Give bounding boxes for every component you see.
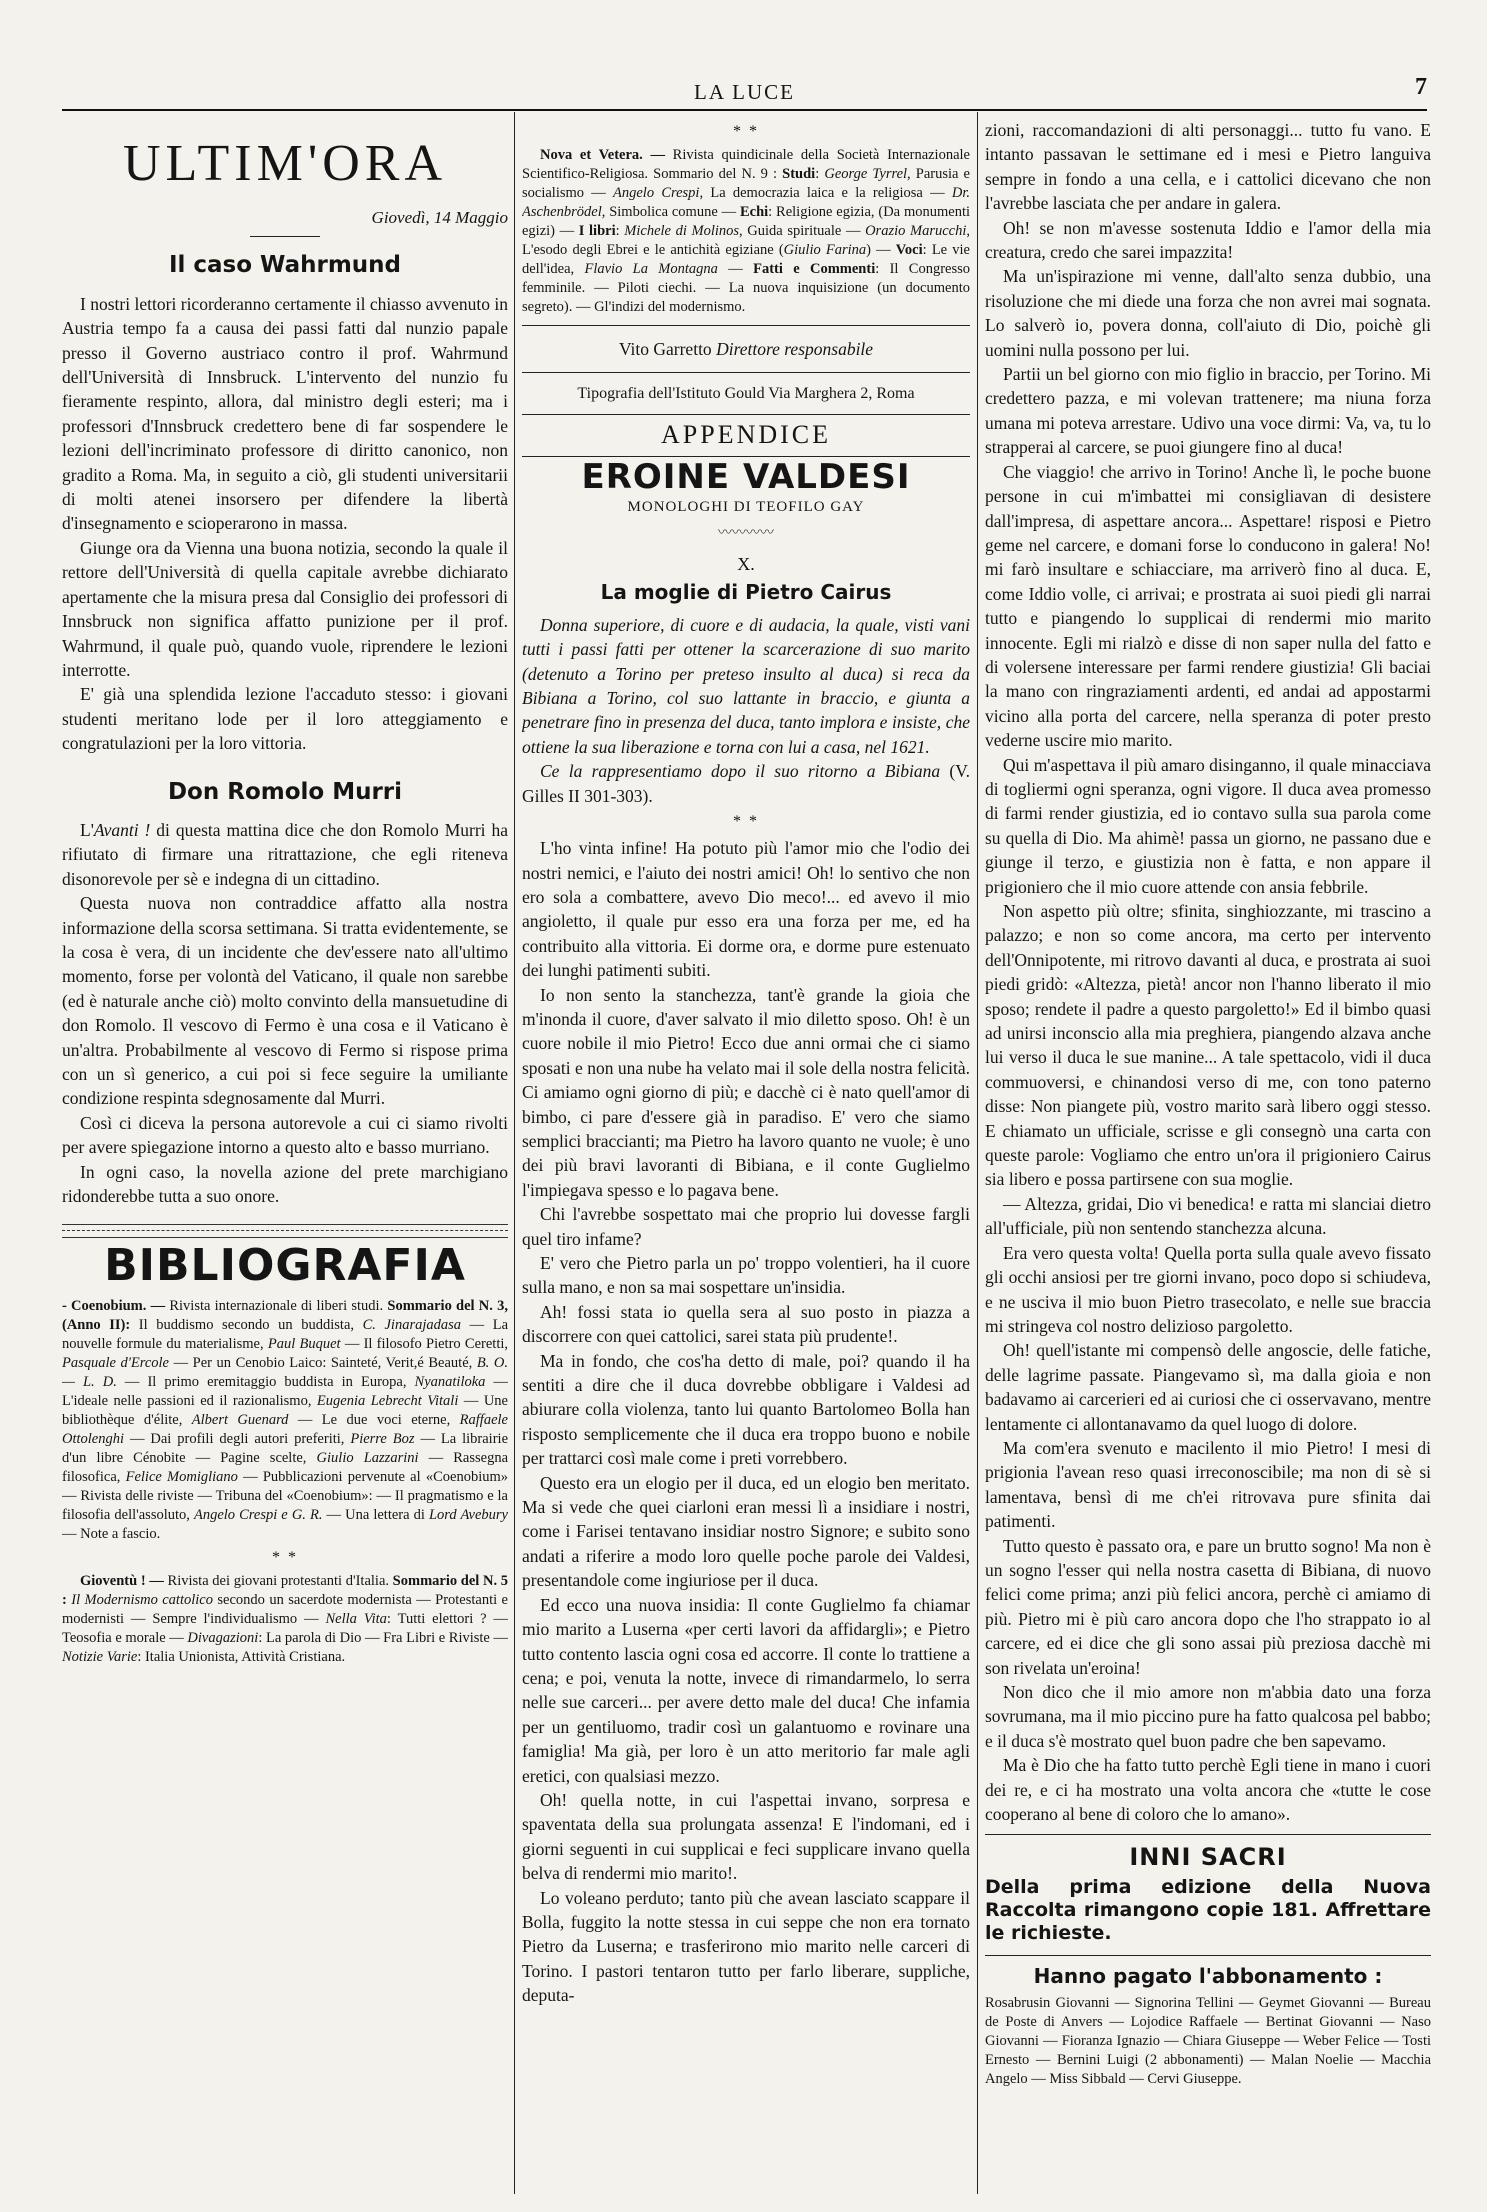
text-run: — Una lettera di [322,1506,429,1523]
text-run: : La parola di Dio — Fra Libri e Riviste — [258,1629,508,1646]
text-run: Il Modernismo cattolico [71,1591,213,1608]
story-cont-paragraph-12: Tutto questo è passato ora, e pare un brutto sogno! Ma non è un sogno l'esser qui nella nostra casetta di Bibiana, di nuovo felici come prima; anzi più felici ancora, perchè ci amiamo di più. Pietro mi è più caro ancora dopo che l'ho strappato io al carcere, ed ei dice che gli sono assai più preziosa dacchè mi son rivelata un'eroina! [985,1535,1431,1678]
story-paragraph-3: Chi l'avrebbe sospettato mai che proprio lui dovesse fargli quel tiro infame? [522,1204,970,1249]
text-run: Raffaele Ottolenghi [62,1411,508,1447]
text-run: Lord Avebury [428,1506,508,1523]
text-run: , L'esodo degli Ebrei e le antichità egiziane ( [522,223,970,258]
intro2-ref: (V. Gilles II 301-303). [522,761,970,806]
wahrmund-paragraph-2: Giunge ora da Vienna una buona notizia, secondo la quale il rettore dell'Università di quella capitale avrebbe dichiarato apertamente che la misura presa dal Consiglio dei professori di Innsbruck non significa affatto punizione per il prof. Wahrmund, il quale può, quando vuole, riprendere le lezioni interrotte. [62,537,508,680]
text-run: Eugenia Lebrecht Vitali [316,1392,459,1409]
text-run: : Le vie dell'idea, [522,242,970,277]
nova-et-vetera-entry [522,146,970,317]
text-run: Sommario del N. 3, (Anno II): [62,1297,508,1333]
rule-1 [522,325,970,326]
story-cont-paragraph-6: Qui m'aspettava il più amaro disinganno, il quale minacciava di togliermi ogni speranza, ogni vigore. Il duca avea promesso di farmi render giustizia, ed io contavo sulla sua parola come su quella di Dio. Ma ahimè! passa un giorno, ne passano due e giunge il terzo, e giustizia non è fatta, e non appare il prigioniero che il mio cuore attende con ansia febbrile. [985,754,1431,897]
text-run: : [615,223,625,239]
text-run: Rivista internazionale di liberi studi. [169,1297,384,1314]
story-cont-paragraph-14: Ma è Dio che ha fatto tutto perchè Egli tiene in mano i cuori dei re, e ci ha mostrato una volta ancora che «tutte le cose cooperano al bene di coloro che lo amano». [985,1755,1431,1825]
text-run: George Tyrrel [824,166,908,182]
text-run: Studi [782,166,816,182]
stars-divider-2: * * [733,123,759,140]
wahrmund-paragraph-1: I nostri lettori ricorderanno certamente il chiasso avvenuto in Austria tempo fa a causa dei passi fatti dal nunzio papale presso il Governo austriaco contro il prof. Wahrmund dell'Università di Innsbruck. L'intervento del nunzio fu fieramente respinto, allora, dal ministro degli esteri; ma i professori d'Innsbruck credettero bene di far sospendere le lezioni dell'incriminato professore di diritto canonico, non gradito a Roma. Ma, in seguito a ciò, gli studenti universitarii di molti atenei insorsero per difendere la libertà d'insegnamento e scioperarono in massa. [62,293,508,534]
text-run: Pasquale d'Ercole [62,1354,169,1371]
text-run: Orazio Marucchi [865,223,967,239]
text-run: — Il primo eremitaggio buddista in Europa, [116,1373,415,1390]
director-name: Vito Garretto [618,339,712,359]
monologhi-subheading: MONOLOGHI DI TEOFILO GAY [627,499,865,516]
text-run: Nella Vita [325,1610,387,1627]
story-paragraph-8: Ed ecco una nuova insidia: Il conte Guglielmo fa chiamar mio marito a Luserna «per certi lavori da affidargli»; e Pietro tutto contento lascia ogni cosa ed accorre. Il conte lo trattiene a cena; e poi, venuta la notte, invece di rimandarmelo, lo serra nelle sue carceri... per avere detto male del duca! Che infamia per un gentiluomo, tradir così un galantuomo e rovinare una famiglia! Ma già, per loro è un atto meritorio far male agli eretici, con qualsiasi mezzo. [522,1594,970,1786]
text-run: : Religione egizia, (Da monumenti egizi) — [522,204,970,239]
appendice-heading: APPENDICE [660,420,831,450]
bibliografia-heading: BIBLIOGRAFIA [104,1240,466,1292]
text-run: — Une bibliothèque d'élite, [62,1392,508,1428]
moglie-heading: La moglie di Pietro Cairus [600,580,892,605]
story-cont-paragraph-8: — Altezza, gridai, Dio vi benedica! e ratta mi slanciai dietro all'ufficiale, più non sentendo stanchezza alcuna. [985,1193,1431,1239]
text-run: — La librairie d'un libre Cénobite — Pagine scelte, [62,1430,508,1466]
story-paragraph-9: Oh! quella notte, in cui l'aspettai invano, sorpresa e spaventata della sua prolungata assenza! E l'indomani, ed i giorni seguenti in cui supplicai e feci supplicare invano quella belva di rendermi mio marito!. [522,1789,970,1884]
text-run: : Italia Unionista, Attività Cristiana. [137,1648,346,1665]
text-run: — La nouvelle formule du materialisme, [62,1316,508,1352]
text-run: — Le due voci eterne, [288,1411,460,1428]
eroine-valdesi-heading: EROINE VALDESI [581,456,911,497]
text-run: : Il Congresso femminile. — Piloti ciechi. — La nuova inquisizione (un documento segreto). — Gl'indizi del modernismo. [522,261,970,315]
director-role: Direttore responsabile [716,339,874,359]
text-run: Dr. Aschenbrödel [522,185,970,220]
story-paragraph-7: Questo era un elogio per il duca, ed un elogio ben meritato. Ma si vede che quei ciarloni eran messi lì a insidiare i nostri, come i Farisei tentavano insidiar nostro Signore; e subito sono andati a riferire a modo loro quelle poche parole dei Valdesi, presentandole come ingiuriose per il duca. [522,1472,970,1591]
page-number: 7 [1415,74,1427,100]
coenobium-entry [62,1297,508,1544]
story-cont-paragraph-1: zioni, raccomandazioni di alti personaggi... tutto fu vano. E intanto passavan le settimane ed i mesi e Pietro languiva sempre in fondo a una cella, e i cattolici dicevano che non l'avrebbe lasciata che per andare in galera. [985,120,1431,214]
story-cont-paragraph-13: Non dico che il mio amore non m'abbia dato una forza sovrumana, ma il mio piccino pure ha fatto qualcosa pel babbo; e il duca s'è mostrato quel buon padre che ben sapevamo. [985,1682,1431,1751]
story-cont-paragraph-3: Ma un'ispirazione mi venne, dall'alto senza dubbio, una risoluzione che mi diede una forza che non avrei mai sognata. Lo salverò io, povera donna, coll'aiuto di Dio, poichè gli uomini nulla possono per lui. [985,266,1431,360]
story-cont-paragraph-2: Oh! se non m'avesse sostenuta Iddio e l'amor della mia creatura, credo che sarei impazzita! [985,217,1431,263]
text-run: Nyanatiloka [414,1373,486,1390]
dateline: Giovedì, 14 Maggio [371,208,508,227]
stars-divider-3: * * [733,813,759,831]
text-run: , La democrazia laica e la religiosa — [699,185,952,201]
text-run: Sommario del N. 5 : [62,1572,508,1608]
text-run: : Tutti elettori ? — Teosofia e morale — [62,1610,508,1646]
story-cont-paragraph-4: Partii un bel giorno con mio figlio in braccio, per Torino. Mi credettero pazza, e mi volevan trattenere; ma niuna forza umana mi poteva arrestare. Udivo una voce dirmi: Va, va, tu lo strapperai al carcere, se puoi giungere fino al duca! [985,364,1431,458]
text-run: C. Jinarajadasa [362,1316,462,1333]
story-paragraph-5: Ah! fossi stata io quella sera al suo posto in piazza a discorrere con quei cattolici, sarei stata più prudente!. [522,1301,970,1347]
text-run: - Coenobium. — [62,1297,170,1314]
text-run: Sommario del N. 9 : [648,166,783,182]
section-divider [62,1224,508,1238]
text-run: Flavio La Montagna [584,261,718,277]
stars-divider-1: * * [272,1548,298,1566]
story-cont-paragraph-5: Che viaggio! che arrivo in Torino! Anche lì, le poche buone persone in cui m'imbattei mi consigliavan di desistere dall'impresa, di aspettare ancora... Aspettare! risposi e Pietro geme nel carcere, e domani forse lo conducono in galera! No! mi farò insultare e schiacciare, ma arriverò fino al duca. E, come Iddio volle, ci arrivai; e prostrata ai suoi piedi gli narrai tutto e piangendo lo supplicai di rendermi mio marito innocente. Egli mi rialzò e disse di non saper nulla del fatto e di volersene interessare per farmi rendere giustizia! Gli baciai la mano con ringraziamenti ardenti, ed andai ad appostarmi vicino alla porta del carcere, nella speranza di poter presto vederne uscire mio marito. [985,461,1431,751]
story-paragraph-6: Ma in fondo, che cos'ha detto di male, poi? quando il ha sentiti a dire che il duca dovrebbe obbligare i Valdesi ad abiurare colla violenza, tanto lui quanto Bartolomeo Bolla han risposto semplicemente che il duca era troppo buono e nobile per trattarci così male come i preti vorrebbero. [522,1350,970,1469]
text-run: B. O. — L. D. [62,1354,508,1390]
murri-p1-pre: L' [80,819,94,840]
text-run: Giulio Lazzarini [316,1449,419,1466]
masthead-rule [62,109,1427,111]
wahrmund-paragraph-3: E' già una splendida lezione l'accaduto stesso: i giovani studenti meritano lode per il loro atteggiamento e congratulazioni per la loro vittoria. [62,684,508,754]
director-line [522,334,970,364]
text-run: secondo un sacerdote modernista — Protestanti e modernisti — Sempre l'individualismo — [62,1591,508,1627]
intro-italic: Donna superiore, di cuore e di audacia, la quale, visti vani tutti i passi fatti per ottener la scarcerazione di suo marito (detenuto a Torino per preteso insulto al duca) si reca da Bibiana a Torino, col suo lattante in braccio, e giunta a penetrare fino in presenza del duca, tanto implora e insiste, che ottiene la sua liberazione e torna con lui a casa, nel 1621. [522,614,970,757]
printer-line: Tipografia dell'Istituto Gould Via Marghera 2, Roma [577,385,915,403]
murri-heading: Don Romolo Murri [167,778,403,805]
story-cont-paragraph-11: Ma com'era svenuto e macilento il mio Pietro! I mesi di prigionia l'avean reso quasi irreconoscibile; ma non di sè si lamentava, bensì di me ch'ei ritrovava pure sfinita dai patimenti. [985,1437,1431,1532]
text-run: Giulio Farina [783,242,867,258]
text-run: Voci [895,242,923,258]
text-run: Notizie Varie [62,1648,138,1665]
text-run: Angelo Crespi [613,185,700,201]
rule-5 [985,1834,1431,1835]
intro-paragraph [522,613,970,759]
text-run: Pierre Boz [350,1430,415,1447]
dateline-rule [250,236,320,237]
text-run: , Guida spirituale — [739,223,866,239]
text-run: Albert Guenard [191,1411,289,1428]
masthead-title: LA LUCE [694,80,795,104]
text-run: — Dai profili degli autori preferiti, [124,1430,351,1447]
rule-6 [985,1955,1431,1956]
abbonamento-list: Rosabrusin Giovanni — Signorina Tellini — Geymet Giovanni — Bureau de Poste di Anvers — Lojodice Raffaele — Bertinat Giovanni — Naso Giovanni — Fioranza Ignazio — Chiara Giuseppe — Weber Felice — Tosti Ernesto — Bernini Luigi (2 abbonamenti) — Malan Noelie — Macchia Angelo — Miss Sibbald — Cervi Giuseppe. [985,1995,1431,2088]
text-run: Fatti e Commenti [753,261,876,277]
text-run: Felice Momigliano [125,1468,238,1485]
story-paragraph-2: Io non sento la stanchezza, tant'è grande la gioia che m'inonda il cuore, d'aver salvato il mio diletto sposo. Oh! è un cuore nobile il mio Pietro! Ecco due anni ormai che ci siamo sposati e non una nube ha velato mai il sole della nostra felicità. Ci amiamo ogni giorno di più; e dacchè ci è nato quell'amor di bimbo, ci pare d'essere già in paradiso. E' vero che siamo semplici braccianti; ma Pietro ha lavoro quanto ne vuole; è uno dei più bravi lavoranti di Bibiana, e il conte Guglielmo l'impiegava spesso e lo pagava bene. [522,984,970,1200]
rule-2 [522,372,970,373]
column-1 [62,118,508,2192]
text-run: Divagazioni [187,1629,259,1646]
murri-paragraph-1 [62,818,508,891]
text-run: — Pubblicazioni pervenute al «Coenobium» — Rivista delle riviste — Tribuna del «Coenobium»: — Il pragmatismo e la filosofia dell'assoluto, [62,1468,508,1523]
text-run: , Simbolica comune — [601,204,740,220]
column-divider-1 [514,112,515,2194]
text-run: — Note a fascio. [62,1525,161,1542]
rule-3 [522,414,970,415]
intro-paragraph-2 [522,759,970,808]
inni-sacri-notice: Della prima edizione della Nuova Raccolta rimangono copie 181. Affrettare le richieste. [985,1875,1431,1944]
chapter-number: X. [737,554,755,575]
story-paragraph-1: L'ho vinta infine! Ha potuto più l'amor mio che l'odio dei nostri nemici, e l'aiuto dei nostri amici! Oh! lo sentivo che non ero sola a combattere, avevo Dio meco!... ed avevo il mio angioletto, il quale pur esso era una forza per me, ed ha contribuito alla vittoria. Ei dorme ora, e dorme pure estenuato dei lunghi patimenti subiti. [522,838,970,981]
murri-paragraph-2: Questa nuova non contraddice affatto alla nostra informazione della scorsa settimana. Si tratta evidentemente, se la cosa è vera, di un incidente che dev'essere nato all'ultimo momento, forse per volontà del Vaticano, il quale non sarebbe (ed è naturale anche ciò) molto convinto della mansuetudine di don Romolo. Il vescovo di Fermo è una cosa e il Vaticano è un'altra. Probabilmente al vescovo di Fermo si rispose prima con un sì generico, a cui poi si fece seguire la umiliante condizione respinta sdegnosamente dal Murri. [62,893,508,1109]
story-paragraph-4: E' vero che Pietro parla un po' troppo volentieri, ha il cuore sulla mano, e non sa mai sospettare un'insidia. [522,1253,970,1298]
intro2-italic: Ce la rappresentiamo dopo il suo ritorno a Bibiana [540,761,941,782]
text-run: Il buddismo secondo un buddista, [130,1316,363,1333]
murri-paragraph-4: In ogni caso, la novella azione del prete marchigiano ridonderebbe tutta a suo onore. [62,1161,508,1207]
text-run: Nova et Vetera. — [540,147,673,163]
ornament: 〰〰〰〰 [718,525,774,541]
text-run: : [815,166,825,182]
avanti-title: Avanti ! [93,819,151,840]
gioventu-entry [62,1572,508,1667]
column-divider-2 [977,112,978,2194]
text-run: Paul Buquet [267,1335,341,1352]
text-run: , Parusia e socialismo — [522,166,970,201]
murri-p1-post: di questa mattina dice che don Romolo Murri ha rifiutato di firmare una ritrattazione, che egli riteneva disonorevole per sè e indegna di un cittadino. [62,819,508,889]
text-run: — Rassegna filosofica, [62,1449,508,1485]
text-run: Rivista dei giovani protestanti d'Italia. [167,1572,390,1589]
murri-paragraph-3: Così ci diceva la persona autorevole a cui ci siamo rivolti per avere spiegazione intorno a questo alto e basso murriano. [62,1112,508,1158]
text-run: Gioventù ! — [80,1572,168,1589]
ultimora-heading: ULTIM'ORA [122,135,448,192]
text-run: Michele di Molinos [624,223,740,239]
masthead [62,74,1427,112]
inni-sacri-heading: INNI SACRI [1129,1843,1287,1872]
abbonamento-heading: Hanno pagato l'abbonamento : [1033,1963,1383,1988]
text-run: Echi [739,204,769,220]
story-cont-paragraph-10: Oh! quell'istante mi compensò delle angoscie, delle fatiche, delle lagrime passate. Piangevamo sì, ma dalla gioia e non badavamo ai carcerieri ed ai curiosi che ci osservavano, mentre lentamente ci allontanavamo da quel luogo di dolore. [985,1340,1431,1434]
text-run: — L'ideale nelle passioni ed il razionalismo, [62,1373,508,1409]
wahrmund-heading: Il caso Wahrmund [168,252,402,279]
text-run: ) — [866,242,896,258]
column-3 [985,118,1431,2192]
text-run: Angelo Crespi e G. R. [193,1506,323,1523]
text-run: I libri [578,223,616,239]
column-2 [522,118,970,2192]
text-run: — [717,261,754,277]
text-run: Rivista quindicinale della Società Internazionale Scientifico-Religiosa. [522,147,970,182]
story-cont-paragraph-7: Non aspetto più oltre; sfinita, singhiozzante, mi trascino a palazzo; e non so come ancora, ma certo per intervento dell'Onnipotente, mi ritrovo davanti al duca, e prostrata ai suoi piedi gridò: «Altezza, pietà! ancor non l'hanno liberato il mio sposo; rendete il padre a questo pargoletto!» Ed il bimbo quasi ad unirsi inconscio alla mia preghiera, piangendo alzava anche lui verso il duca le sue manine... A tale spettacolo, vidi il duca commuoversi, e chinandosi verso di me, con tono paterno disse: Non piangete più, vostro marito sarà libero oggi stesso. E chiamato un ufficiale, scrisse e gli consegnò una carta con queste parole: Vogliamo che entro un'ora il prigioniero Cairus sia libero e possa partirsene con sua moglie. [985,901,1431,1190]
story-cont-paragraph-9: Era vero questa volta! Quella porta sulla quale avevo fissato gli occhi ansiosi per tre giorni invano, poco dopo si schiudeva, e ne usciva il mio buon Pietro trasecolato, e nelle sue braccia mi stringeva col nostro delizioso pargoletto. [985,1242,1431,1336]
text-run: — Per un Cenobio Laico: Sainteté, Verit,é Beauté, [169,1354,477,1371]
story-paragraph-10: Lo voleano perduto; tanto più che avean lasciato scappare il Bolla, fuggito la notte stessa in cui seppe che non era tornato Pietro da Luserna; e trasferirono mio marito nelle carceri di Torino. I pastori tentaron tutto per farlo liberare, suppliche, deputa- [522,1887,970,2006]
text-run: — Il filosofo Pietro Ceretti, [340,1335,508,1352]
